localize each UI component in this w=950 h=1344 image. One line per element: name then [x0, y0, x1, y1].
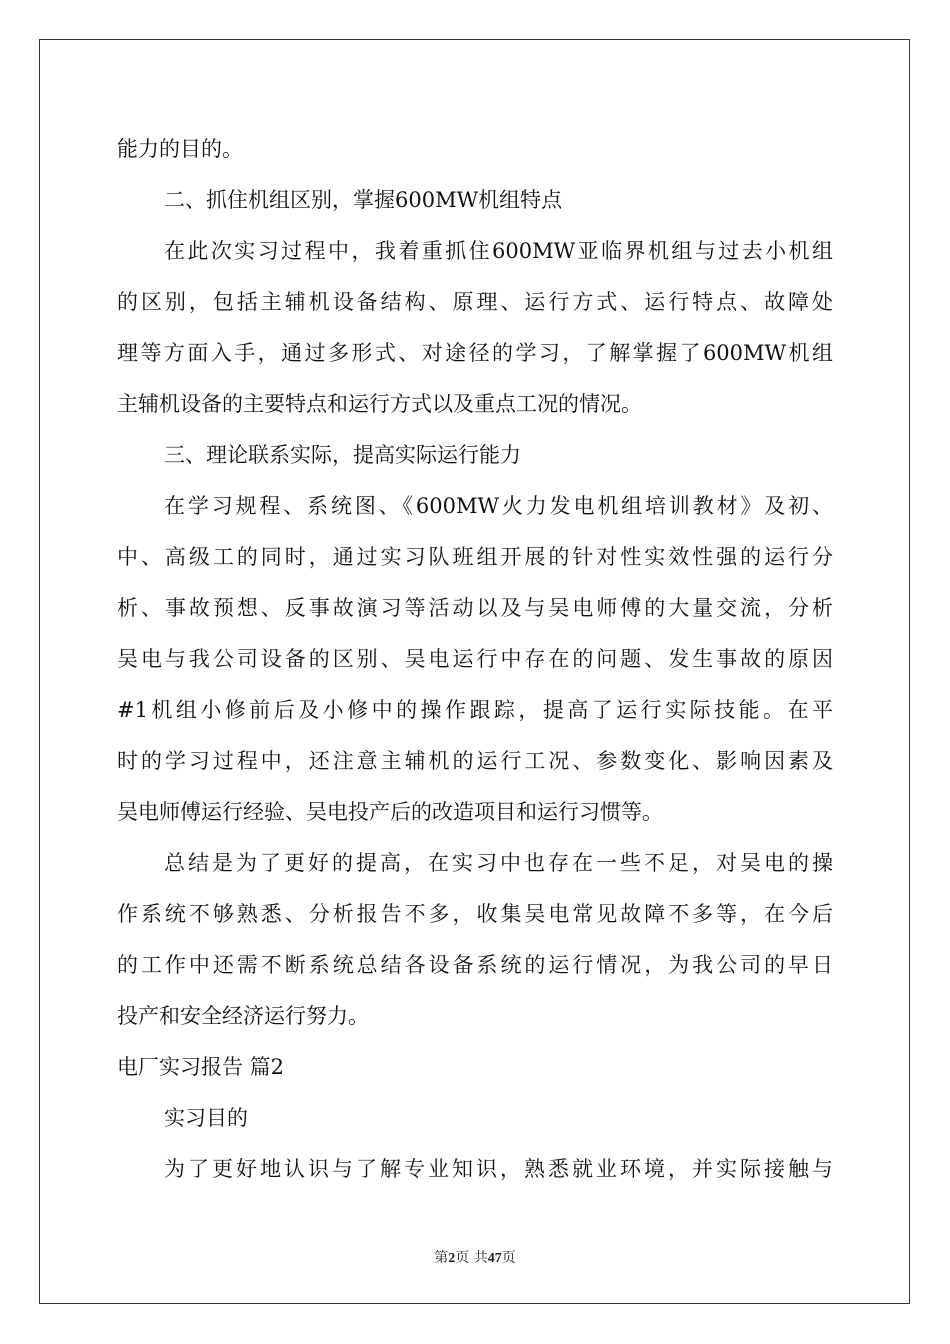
text-line: 的区别，包括主辅机设备结构、原理、运行方式、运行特点、故障处: [117, 290, 833, 314]
text-line: 中、高级工的同时，通过实习队班组开展的针对性实效性强的运行分: [117, 545, 833, 569]
total-page-count: 47: [487, 1251, 502, 1266]
text-line: 投产和安全经济运行努力。: [117, 1004, 369, 1028]
text-line: 实习目的: [164, 1106, 248, 1130]
text-line: 理等方面入手，通过多形式、对途径的学习，了解掌握了600MW机组: [117, 341, 833, 365]
text-line: 主辅机设备的主要特点和运行方式以及重点工况的情况。: [117, 392, 642, 416]
text-line: 的工作中还需不断系统总结各设备系统的运行情况，为我公司的早日: [117, 953, 833, 977]
text-line: 在学习规程、系统图、《600MW火力发电机组培训教材》及初、: [164, 494, 833, 518]
text-line: 二、抓住机组区别，掌握600MW机组特点: [164, 188, 563, 212]
text-line: 吴电师傅运行经验、吴电投产后的改造项目和运行习惯等。: [117, 800, 663, 824]
text-line: 三、理论联系实际，提高实际运行能力: [164, 443, 521, 467]
footer-suffix: 页: [501, 1250, 516, 1266]
text-line: 作系统不够熟悉、分析报告不多，收集吴电常见故障不多等，在今后: [117, 902, 833, 926]
text-line: #1机组小修前后及小修中的操作跟踪，提高了运行实际技能。在平: [117, 698, 833, 722]
text-line: 能力的目的。: [117, 137, 243, 161]
text-line: 吴电与我公司设备的区别、吴电运行中存在的问题、发生事故的原因: [117, 647, 833, 671]
text-line: 时的学习过程中，还注意主辅机的运行工况、参数变化、影响因素及: [117, 749, 833, 773]
document-body: [117, 124, 833, 1195]
footer-mid: 页 共: [455, 1250, 488, 1266]
text-line: 析、事故预想、反事故演习等活动以及与吴电师傅的大量交流，分析: [117, 596, 833, 620]
text-line: 在此次实习过程中，我着重抓住600MW亚临界机组与过去小机组: [164, 239, 833, 263]
text-line: 总结是为了更好的提高，在实习中也存在一些不足，对吴电的操: [164, 851, 833, 875]
page-footer: [0, 1247, 950, 1267]
current-page-number: 2: [448, 1251, 456, 1266]
footer-prefix: 第: [434, 1250, 449, 1266]
text-line: 为了更好地认识与了解专业知识，熟悉就业环境，并实际接触与: [164, 1157, 833, 1181]
section-heading: 电厂实习报告 篇2: [117, 1055, 285, 1079]
